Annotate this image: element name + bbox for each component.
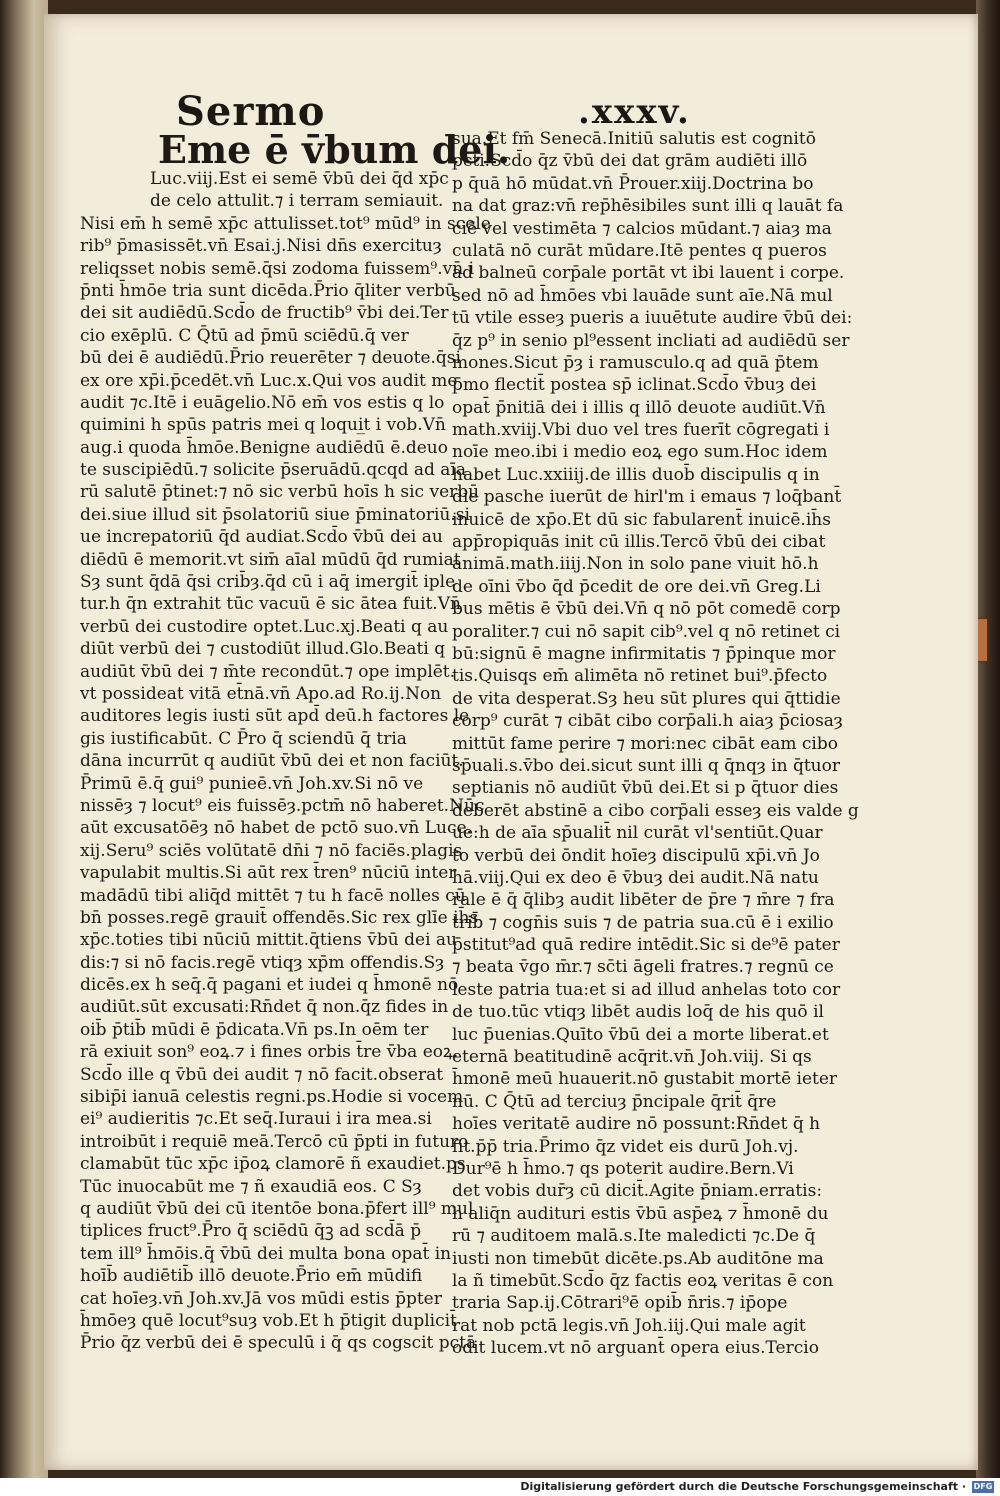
text-line: de vita desperat.Sȝ heu sūt plures qui q̄ttidie [452,688,841,709]
text-line: rū ⁊ auditoem malā.s.Ite maledicti ⁊c.De q̄ [452,1226,816,1247]
text-line: leste patria tua:et si ad illud anhelas toto cor [452,979,841,1000]
text-line: diēdū ē memorit.vt sim̄ aīal mūdū q̄d rumiat [80,549,461,570]
text-line: verbū dei custodire optet.Luc.xj.Beati q au [80,616,449,637]
text-line: culatā nō curāt mūdare.Itē pentes q pueros [452,240,827,261]
text-line: Luc.viij.Est ei semē v̄bū dei q̄d xp̄c [150,169,449,189]
text-line: de oīni v̄bo q̄d p̄cedit de ore dei.vn̄ Greg.Li [452,576,821,597]
text-line: dāna incurrūt q audiūt v̄bū dei et non faciūt. [80,751,464,772]
text-line: cio exēplū. C Q̄tū ad p̄mū sciēdū.q̄ ver [80,325,409,346]
text-line: reliqsset nobis semē.q̄si zodoma fuissem⁹.vn̄ i [80,258,475,279]
text-line: audiūt.sūt excusati:Rn̄det q̄ non.q̄z fides in [80,997,449,1018]
text-line: to verbū dei ōndit hoīeȝ discipulū xp̄i.vn̄ Jo [452,845,820,866]
text-line: xij.Seru⁹ sciēs volūtatē dn̄i ⁊ nō faciēs.plagis [80,840,463,861]
adjacent-page-edge [0,0,48,1478]
text-line: p̄mo flectit̄ postea sp̄ iclinat.Scd̄o v̄buȝ dei [452,375,817,396]
text-line: oib̄ p̄tib̄ mūdi ē p̄dicata.Vn̄ ps.In oēm ter [80,1019,429,1040]
text-line: math.xviij.Vbi duo vel tres fuerīt cōgregati i [452,420,830,441]
text-line: ue increpatoriū q̄d audiat.Scd̄o v̄bū dei au [80,527,443,548]
text-line: inuicē de xp̄o.Et dū sic fabularent̄ inuicē.ih̄s [452,509,831,530]
text-line: rib⁹ p̄masissēt.vn̄ Esai.j.Nisi dn̄s exercituȝ [80,236,442,257]
funding-notice: Digitalisierung gefördert durch die Deutsche Forschungsgemeinschaft · [520,1480,966,1493]
text-line: gis iustificabūt. C P̄ro q̄ sciendū q̄ tria [80,728,407,749]
text-line: na dat graz:vn̄ rep̄hēsibiles sunt illi q lauāt fa [452,196,844,217]
text-line: sua.Et fm̄ Senecā.Initiū salutis est cognitō [452,129,816,149]
text-line: bus mētis ē v̄bū dei.Vn̄ q nō pōt comedē corp [452,599,841,620]
text-line: hoīb̄ audiētib̄ illō deuote.P̄rio em̄ mūdifi [80,1266,423,1287]
text-line: h̄mōeȝ quē locut⁹suȝ vob.Et h p̄tigit duplicit̄ [80,1310,457,1331]
text-line: app̄ropiquās init cū illis.Tercō v̄bū dei cibat [452,532,826,553]
text-line: mones.Sicut p̄ȝ i ramusculo.q ad quā p̄tem [452,352,819,373]
text-line: poraliter.⁊ cui nō sapit cib⁹.vel q nō retinet ci [452,621,841,642]
text-line: dis:⁊ si nō facis.regē vtiqȝ xp̄m offendis.Sȝ [80,952,445,973]
text-line: rū salutē p̄tinet:⁊ nō sic verbū hoīs h sic verbū [80,482,480,503]
text-line: noīe meo.ibi i medio eoꝝ ego sum.Hoc idem [452,442,828,463]
text-line: ad balneū corp̄ale portāt vt ibi lauent i corpe. [452,263,845,284]
text-line: bū dei ē audiēdū.P̄rio reuerēter ⁊ deuote.q̄si [80,348,461,369]
right-text-column [452,128,859,1359]
text-line: nissēȝ ⁊ locut⁹ eis fuissēȝ.pctm̄ nō haberet.Nūc [80,795,485,816]
text-line: xp̄c.toties tibi nūciū mittit.q̄tiens v̄bū dei au [80,930,458,951]
text-line: hoīes veritatē audire nō possunt:Rn̄det q̄ h [452,1114,821,1135]
text-line: sibip̄i ianuā celestis regni.ps.Hodie si vocem [80,1087,464,1108]
text-line: luc p̄uenias.Quīto v̄bū dei a morte liberat.et [452,1024,829,1045]
text-line: mittūt fame perire ⁊ mori:nec cibāt eam cibo [452,733,838,754]
text-line: Tūc inuocabūt me ⁊ ñ exaudiā eos. C Sȝ [80,1176,422,1197]
text-line: de celo attulit.⁊ i terram semiauit. [150,191,444,212]
text-line: dei sit audiēdū.Scd̄o de fructib⁹ v̄bi dei.Ter [80,303,449,324]
text-line: odit lucem.vt nō arguant̄ opera eius.Tercio [452,1338,819,1359]
text-line: Scd̄o ille q v̄bū dei audit ⁊ nō facit.obserat [80,1064,444,1085]
text-line: deberēt abstinē a cibo corp̄ali esseȝ eis valde g [452,800,859,821]
text-line: dei.siue illud sit p̄solatoriū siue p̄minatoriū.si [80,504,470,525]
text-line: te suscipiēdū.⁊ solicite p̄seruādū.qcqd ad aīa [80,460,467,481]
text-line: aūt excusatōēȝ nō habet de pctō suo.vn̄ Luce. [80,818,472,839]
text-line: quimini h spūs patris mei q loqui̲t i vob.Vn̄ [80,415,446,436]
text-line: clamabūt tūc xp̄c ip̄oꝝ clamorē ñ exaudiet.ps [80,1154,466,1175]
text-line: introibūt i requiē meā.Tercō cū p̄pti in futuro [80,1131,469,1152]
text-line: p̄stitut⁹ad quā redire intēdit.Sic si de⁹ē pater [452,935,840,956]
text-line: Sȝ sunt q̄dā q̄si crib̄ȝ.q̄d cū i aq̄ imergit̄ iple [80,572,456,593]
text-line: ciē vel vestimēta ⁊ calcios mūdant.⁊ aiaȝ ma [452,218,832,239]
text-line: Dur⁹ē h h̄mo.⁊ qs poterit audire.Bern.Vi [452,1158,794,1179]
text-line: rale ē q̄ q̄libȝ audit libēter de p̄re ⁊ m̄re ⁊ fra [452,890,835,911]
text-line: trib̄ ⁊ cogn̄is suis ⁊ de patria sua.cū ē i exilio [452,912,834,933]
text-line: bū:signū ē magne infirmitatis ⁊ p̄pinque mor [452,643,836,664]
text-line: q audiūt v̄bū dei cū itentōe bona.p̄fert ill⁹ mul [80,1198,474,1219]
text-line: dicēs.ex h seq̄.q̄ pagani et iudei q h̄monē nō [80,975,459,996]
text-line: h aliq̄n audituri estis v̄bū asp̄eꝝ ⁊ h̄monē du [452,1203,829,1224]
text-line: fit.p̄p̄ tria.P̄rimo q̄z videt eis durū Joh.vj. [452,1136,799,1157]
text-line: tem ill⁹ h̄mōis.q̄ v̄bū dei multa bona opat̄ in [80,1243,452,1264]
text-line: nū. C Q̄tū ad terciuȝ p̄ncipale q̄rit̄ q̄re [452,1091,777,1112]
text-line: diūt verbū dei ⁊ custodiūt illud.Glo.Beati q [80,639,446,660]
text-line: tū vtile esseȝ pueris a iuuētute audire v̄bū dei: [452,308,853,329]
running-header-left: Sermo [176,88,326,135]
text-line: madādū tibi aliq̄d mittēt ⁊ tu h facē nolles cū [80,885,466,906]
text-line: Nisi em̄ h semē xp̄c attulisset.tot⁹ mūd⁹ in scele [80,213,491,234]
book-cover-edge [976,0,1000,1478]
dfg-logo: DFG [973,1482,993,1491]
footer-bar [0,1478,1000,1496]
text-line: audit ⁊c.Itē i euāgelio.Nō em̄ vos estis q lo [80,392,445,413]
text-line: vt possideat vitā et̄nā.vn̄ Apo.ad Ro.ij.Non [80,683,442,704]
text-line: hā.viij.Qui ex deo ē v̄buȝ dei audit.Nā natu [452,867,819,888]
text-line: aug.i quoda h̄mōe.Benigne audiēdū ē.deuo [80,437,448,458]
text-line: corp⁹ curāt ⁊ cibāt cibo corp̄ali.h aiaȝ p̄ciosaȝ [452,711,843,732]
text-line: pcti.Scd̄o q̄z v̄bū dei dat grām audiēti illō [452,151,808,172]
text-line: eternā beatitudinē acq̄rit.vn̄ Joh.viij. Si qs [452,1047,812,1068]
text-line: de tuo.tūc vtiqȝ libēt audis loq̄ de his quō il [452,1002,824,1023]
text-line: p q̄uā hō mūdat.vn̄ P̄rouer.xiij.Doctrina bo [452,173,814,194]
text-line: P̄rimū ē.q̄ gui⁹ punieē.vn̄ Joh.xv.Si nō ve [80,773,424,794]
text-line: cat hoīeȝ.vn̄ Joh.xv.Jā vos mūdi estis p̄pter [80,1288,442,1309]
text-line: die pasche iuerūt de hirl'm i emaus ⁊ loq̄bant̄ [452,487,842,508]
text-line: bn̄ posses.regē grauit̄ offendēs.Sic rex glīe ih̄s [80,907,479,928]
text-line: h̄monē meū huauerit.nō gustabit mortē ieter [452,1069,838,1090]
text-line: rat nob pctā legis.vn̄ Joh.iij.Qui male agit [452,1315,806,1336]
text-line: sed nō ad h̄mōes vbi lauāde sunt aīe.Nā mul [452,285,833,306]
left-column-lines [80,168,491,1355]
text-line: animā.math.iiij.Non in solo pane viuit hō.h [452,554,819,575]
text-line: ue:h de aīa sp̄ualit̄ nil curāt vl'sentiūt.Quar [452,823,823,844]
text-line: auditores legis iusti sūt apd̄ deū.h factores le [80,706,470,727]
left-text-column [80,127,511,1355]
sermon-title: Eme ē v̄bum dei. [158,127,511,172]
text-line: q̄z p⁹ in senio pl⁹essent incliati ad audiēdū ser [452,330,850,351]
text-line: det vobis dur̄ȝ cū dicit̄.Agite p̄niam.erratis: [452,1181,823,1202]
text-line: iusti non timebūt dicēte.ps.Ab auditōne ma [452,1248,824,1269]
text-line: ex ore xp̄i.p̄cedēt.vn̄ Luc.x.Qui vos audit me [80,370,458,391]
text-line: ⁊ beata v̄go m̄r.⁊ sc̄ti āgeli fratres.⁊ regnū ce [452,957,834,978]
text-line: vapulabit multis.Si aūt rex t̄ren⁹ nūciū inter [80,863,457,884]
text-line: tis.Quisqs em̄ alimēta nō retinet bui⁹.p̄fecto [452,666,828,687]
text-line: la ñ timebūt.Scd̄o q̄z factis eoꝝ veritas ē con [452,1270,834,1291]
text-line: P̄rio q̄z verbū dei ē speculū i q̄ qs cogscit pctā [80,1333,477,1354]
text-line: audiūt v̄bū dei ⁊ m̄te recondūt.⁊ ope implēt. [80,661,456,682]
text-line: sp̄uali.s.v̄bo dei.sicut sunt illi q q̄nqȝ in q̄tuor [452,755,840,776]
text-line: tur.h q̄n extrahit tūc vacuū ē sic ātea fuit.Vn̄ [80,594,461,615]
text-line: p̄nti h̄mōe tria sunt dicēda.P̄rio q̄liter verbū [80,280,456,301]
folio-number: .xxxv. [578,92,691,132]
text-line: ei⁹ audieritis ⁊c.Et seq̄.Iuraui i ira mea.si [80,1109,432,1130]
right-column-lines [452,128,859,1359]
text-line: tiplices fruct⁹.P̄ro q̄ sciēdū q̄ꝫ ad scd̄ā p̄ [80,1221,422,1242]
text-line: rā exiuit son⁹ eoꝝ.⁊ i fines orbis t̄re v̄ba eoꝝ. [80,1042,459,1063]
text-line: opat̄ p̄nitiā dei i illis q illō deuote audiūt.Vn̄ [452,397,826,418]
text-line: septianis nō audiūt v̄bū dei.Et si p q̄tuor dies [452,778,839,799]
text-line: habet Luc.xxiiij.de illis duob̄ discipulis q in [452,464,820,485]
text-line: traria Sap.ij.Cōtrari⁹ē opib̄ n̄ris.⁊ ip̄ope [452,1293,788,1314]
